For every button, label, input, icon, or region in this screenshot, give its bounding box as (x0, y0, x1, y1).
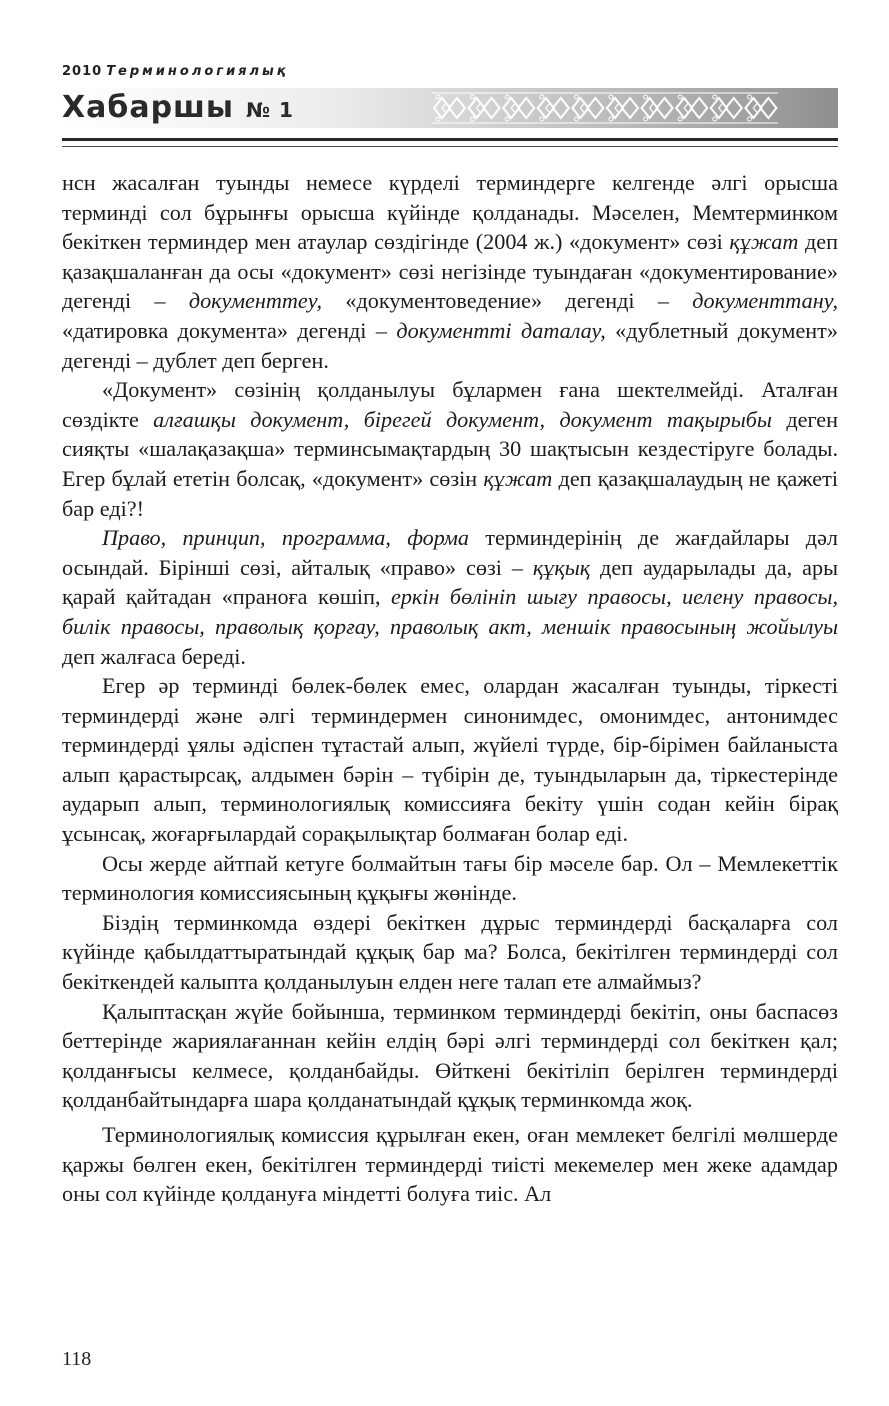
header-rule-thin (62, 146, 838, 147)
page-number: 118 (62, 1348, 92, 1370)
paragraph (62, 375, 838, 523)
italic-term: еркін бөлініп шығу правосы, иелену правосы, билік правосы, праволық қорғау, праволық акт, меншік правосының жойылуы (62, 584, 839, 639)
text-run: Осы жерде айтпай кетуге болмайтын тағы бір мәселе бар. Ол – Мемлекеттік терминология комиссиясының құқығы жөнінде. (62, 850, 838, 906)
italic-term: құжат (729, 229, 799, 255)
paragraph (62, 997, 838, 1115)
text-run: Терминологиялық комиссия құрылған екен, оған мемлекет белгілі мөлшерде қаржы бөлген екен, бекітілген терминдерді тиісті мекемелер мен жеке адамдар оны сол күйінде қолдануға міндетті болуға тиіс. Ал (62, 1122, 838, 1207)
text-run: Біздің терминкомда өздері бекіткен дұрыс терминдерді басқаларға сол күйінде қабылдаттыратындай құқық бар ма? Болса, бекітілген терминдерді сол бекіткендей калыпта қолданылуын елден неге талап ете алмаймыз? (62, 909, 838, 995)
italic-term: құжат (483, 465, 553, 491)
ornament-border (432, 91, 778, 125)
paragraph (62, 849, 838, 908)
italic-term: документті даталау, (396, 317, 606, 343)
text-run: нсн жасалған туынды немесе күрделі терминдерге келгенде әлгі орысша терминді сол бұрынғы орысша күйінде қолданады. Мәселен, Мемтерминком бекіткен терминдер мен атаулар сөздігінде (2004 ж.) «документ» сөзі (62, 170, 838, 255)
text-run: деп қазақшаланған да осы «документ» сөзі негізінде туындаған «документирование» дегенді – (62, 229, 838, 314)
paragraph (62, 168, 838, 375)
header-rule-thick (62, 138, 838, 141)
italic-term: құқық (532, 554, 591, 580)
italic-term: Право, принцип, программа, форма (102, 525, 469, 551)
journal-subtitle (62, 64, 289, 79)
paragraph (62, 671, 838, 849)
text-run: деген сияқты «шалақазақша» терминсымақтардың 30 шақтысын кездестіруге болады. Егер бұлай ететін болсақ, «документ» сөзін (62, 406, 839, 491)
text-run: «дублетный документ» дегенді – дублет деп берген. (62, 317, 838, 373)
journal-year: 2010 (62, 64, 103, 79)
text-run: Егер әр терминді бөлек-бөлек емес, олардан жасалған туынды, тіркесті терминдерді және әлгі терминдермен синонимдес, омонимдес, антонимдес терминдерді ұялы әдіспен тұтастай алып, жүйелі түрде, бір-бірімен байланыста алып қарастырсақ, алдымен бәрін – түбірін де, туындыларын да, тіркестерінде аударып алып, терминологиялық комиссияға бекіту үшін содан кейін бірақ ұсынсақ, жоғарғылардай сорақылықтар болмаған болар еді. (62, 673, 838, 847)
italic-term: документтеу, (188, 288, 323, 314)
text-run: «Документ» сөзінің қолданылуы бұлармен ғана шектелмейді. Аталған сөздікте (62, 377, 838, 432)
issue-number: № 1 (246, 98, 294, 122)
journal-title-text: Хабаршы (62, 90, 235, 125)
text-run: «датировка документа» дегенді – (62, 317, 397, 343)
article-body (62, 168, 838, 1209)
italic-term: алғашқы документ, бірегей документ, документ тақырыбы (153, 406, 772, 432)
journal-title (62, 88, 294, 128)
italic-term: документтану, (692, 288, 838, 314)
paragraph (62, 523, 838, 671)
text-run: «документоведение» дегенді – (322, 288, 693, 314)
journal-subtitle-label: Терминологиялық (106, 64, 289, 79)
text-run: деп жалғаса береді. (62, 643, 246, 669)
text-run: деп аударылады да, ары қарай қайтадан «праноға көшіп, (62, 554, 838, 610)
paragraph (62, 908, 838, 997)
text-run: Қалыптасқан жүйе бойынша, терминком терминдерді бекітіп, оны баспасөз беттерінде жариялағаннан кейін елдің бәрі әлгі терминдерді сол бекіткен қал; қолданғысы келмесе, қолданбайды. Өйткені бекітіліп берілген терминдерді қолданбайтындарға шара қолданатындай құқық терминкомда жоқ. (62, 998, 838, 1113)
text-run: деп қазақшалаудың не қажеті бар еді?! (62, 465, 838, 521)
paragraph (62, 1120, 838, 1209)
text-run: терминдерінің де жағдайлары дәл осындай. Бірінші сөзі, айталық «право» сөзі – (62, 525, 838, 580)
